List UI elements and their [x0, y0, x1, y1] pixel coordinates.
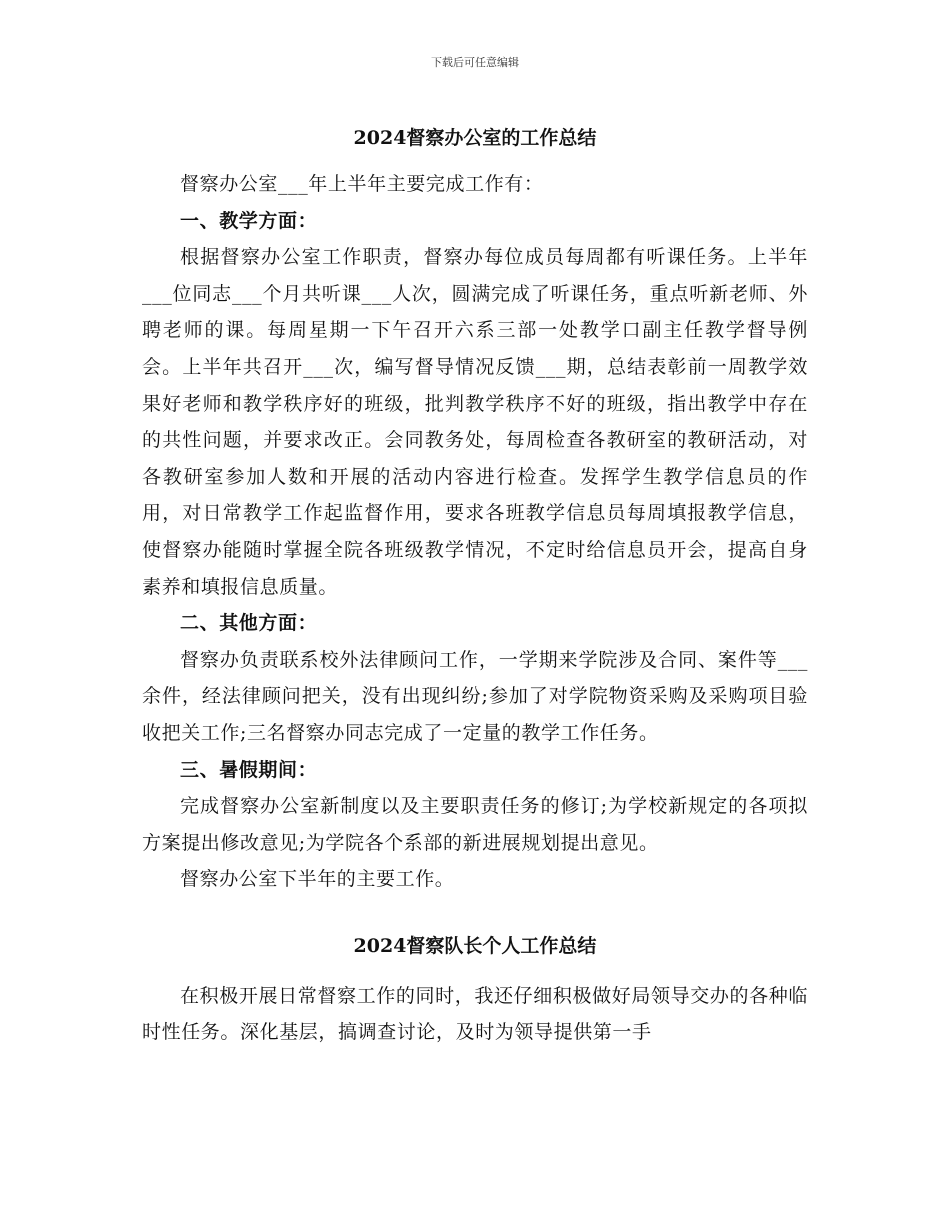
document-title: 2024督察办公室的工作总结 [353, 127, 597, 149]
section-heading-teaching: 一、教学方面： [180, 209, 318, 232]
section-body-teaching: 根据督察办公室工作职责，督察办每位成员每周都有听课任务。上半年___位同志___个月共听课___人次，圆满完成了听课任务，重点听新老师、外聘老师的课。每周星期一下午召开六系三部一处教学口副主任教学督导例会。上半年共召开___次，编写督导情况反馈___期，总结表彰前一周教学效果好老师和教学秩序好的班级，批判教学秩序不好的班级，指出教学中存在的共性问题，并要求改正。会同教务处，每周检查各教研室的教研活动，对各教研室参加人数和开展的活动内容进行检查。发挥学生教学信息员的作用，对日常教学工作起监督作用，要求各班教学信息员每周填报教学信息，使督察办能随时掌握全院各班级教学情况，不定时给信息员开会，提高自身素养和填报信息质量。 [142, 246, 808, 598]
second-document-body: 在积极开展日常督察工作的同时，我还仔细积极做好局领导交办的各种临时性任务。深化基层，搞调查讨论，及时为领导提供第一手 [142, 984, 808, 1044]
document-body [142, 120, 808, 1051]
section-body-summer: 完成督察办公室新制度以及主要职责任务的修订;为学校新规定的各项拟方案提出修改意见;为学院各个系部的新进展规划提出意见。 [142, 795, 808, 854]
header-note: 下载后可任意编辑 [431, 56, 519, 69]
section-body-other: 督察办负责联系校外法律顾问工作，一学期来学院涉及合同、案件等___余件，经法律顾问把关，没有出现纠纷;参加了对学院物资采购及采购项目验收把关工作;三名督察办同志完成了一定量的教学工作任务。 [142, 648, 808, 744]
section-heading-other: 二、其他方面： [180, 612, 318, 635]
closing-paragraph: 督察办公室下半年的主要工作。 [180, 868, 455, 891]
second-document-title: 2024督察队长个人工作总结 [353, 934, 597, 957]
intro-paragraph: 督察办公室___年上半年主要完成工作有： [180, 173, 544, 195]
section-heading-summer: 三、暑假期间： [180, 758, 318, 781]
